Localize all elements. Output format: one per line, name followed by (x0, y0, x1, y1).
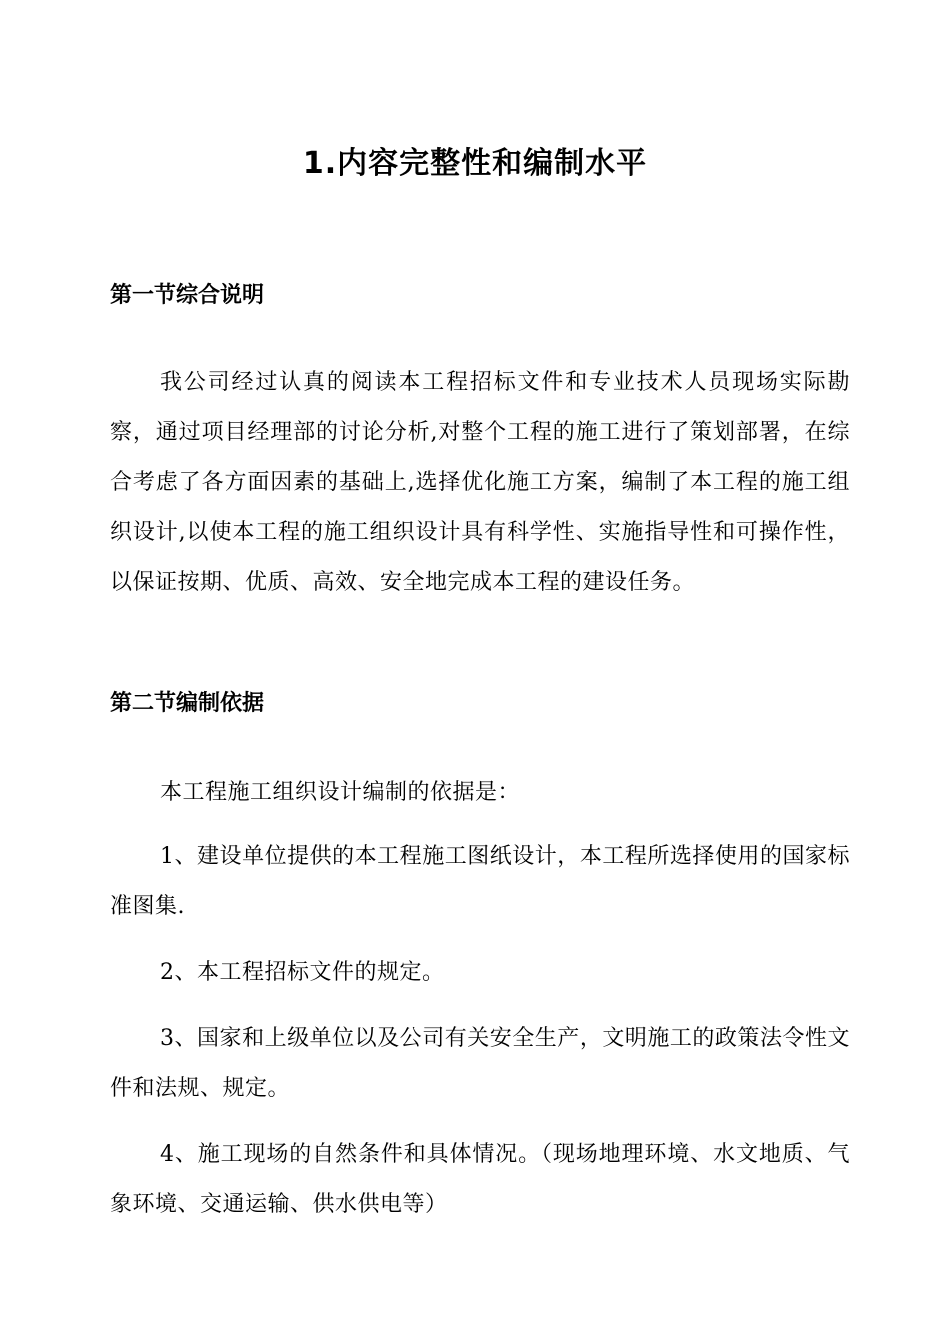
section-2-intro: 本工程施工组织设计编制的依据是： (160, 780, 521, 805)
section-2-heading: 第二节编制依据 (110, 691, 265, 716)
section-1-body: 我公司经过认真的阅读本工程招标文件和专业技术人员现场实际勘察，通过项目经理部的讨论分析,对整个工程的施工进行了策划部署，在综合考虑了各方面因素的基础上,选择优化施工方案，编制了本工程的施工组织设计,以使本工程的施工组织设计具有科学性、实施指导性和可操作性，以保证按期、优质、高效、安全地完成本工程的建设任务。 (110, 370, 850, 595)
section-1-heading: 第一节综合说明 (110, 283, 265, 308)
basis-item-4: 4、施工现场的自然条件和具体情况。（现场地理环境、水文地质、气象环境、交通运输、供水供电等） (110, 1142, 850, 1217)
basis-item-2: 2、本工程招标文件的规定。 (160, 960, 445, 985)
basis-item-3: 3、国家和上级单位以及公司有关安全生产，文明施工的政策法令性文件和法规、规定。 (110, 1026, 850, 1101)
document-title: 1.内容完整性和编制水平 (302, 146, 648, 181)
basis-item-1: 1、建设单位提供的本工程施工图纸设计，本工程所选择使用的国家标准图集. (110, 844, 850, 919)
